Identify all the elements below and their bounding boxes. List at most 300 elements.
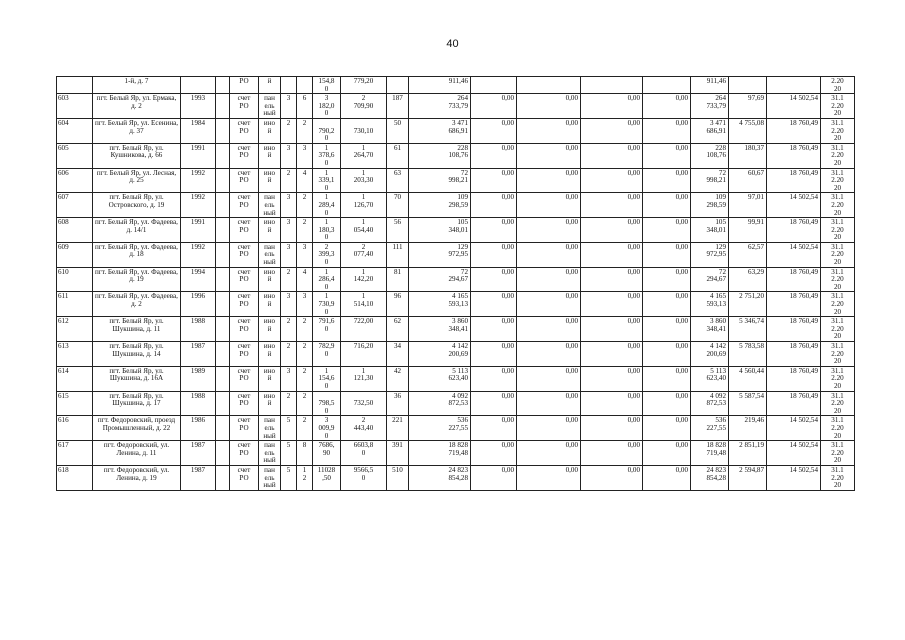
wall-material-cell: ино й bbox=[259, 342, 281, 367]
owners-funds-cell: 4 142 200,69 bbox=[691, 342, 729, 367]
living-area-cell: 722,00 bbox=[341, 317, 387, 342]
table-row bbox=[57, 218, 855, 243]
floors-cell: 2 bbox=[281, 118, 297, 143]
residents-cell: 62 bbox=[387, 317, 409, 342]
fund-local-cell: 0,00 bbox=[581, 267, 643, 292]
cost-cell: 18 828 719,48 bbox=[409, 441, 471, 466]
unit-cost-cell: 60,67 bbox=[729, 168, 767, 193]
total-area-cell: 154,8 0 bbox=[313, 77, 341, 94]
table-row bbox=[57, 317, 855, 342]
empty-cell bbox=[216, 441, 230, 466]
living-area-cell: 9566,5 0 bbox=[341, 465, 387, 490]
entrances-cell: 3 bbox=[297, 242, 313, 267]
fund-other-cell: 0,00 bbox=[643, 193, 691, 218]
fund-federal-cell bbox=[471, 77, 517, 94]
fund-method-cell: счет РО bbox=[230, 465, 259, 490]
total-area-cell: 1 286,4 0 bbox=[313, 267, 341, 292]
fund-other-cell: 0,00 bbox=[643, 242, 691, 267]
fund-method-cell: счет РО bbox=[230, 292, 259, 317]
floors-cell: 2 bbox=[281, 317, 297, 342]
row-number-cell: 608 bbox=[57, 218, 93, 243]
fund-federal-cell: 0,00 bbox=[471, 94, 517, 119]
unit-cost-cell: 4 560,44 bbox=[729, 366, 767, 391]
entrances-cell: 3 bbox=[297, 292, 313, 317]
empty-cell bbox=[216, 391, 230, 416]
empty-cell bbox=[216, 193, 230, 218]
fund-regional-cell: 0,00 bbox=[517, 94, 581, 119]
total-area-cell: 1 378,6 0 bbox=[313, 143, 341, 168]
unit-cost-cell: 2 594,87 bbox=[729, 465, 767, 490]
empty-cell bbox=[216, 465, 230, 490]
cost-cell: 129 972,95 bbox=[409, 242, 471, 267]
total-area-cell: 1 339,1 0 bbox=[313, 168, 341, 193]
fund-local-cell: 0,00 bbox=[581, 366, 643, 391]
table-row bbox=[57, 292, 855, 317]
living-area-cell: 2 077,40 bbox=[341, 242, 387, 267]
owners-funds-cell: 536 227,55 bbox=[691, 416, 729, 441]
living-area-cell: 1 054,40 bbox=[341, 218, 387, 243]
fund-other-cell: 0,00 bbox=[643, 94, 691, 119]
fund-other-cell bbox=[643, 77, 691, 94]
total-area-cell: 1 730,9 0 bbox=[313, 292, 341, 317]
floors-cell: 3 bbox=[281, 218, 297, 243]
fund-method-cell: счет РО bbox=[230, 143, 259, 168]
fund-local-cell: 0,00 bbox=[581, 143, 643, 168]
living-area-cell: 1 203,30 bbox=[341, 168, 387, 193]
max-cost-cell: 18 760,49 bbox=[767, 317, 821, 342]
max-cost-cell: 18 760,49 bbox=[767, 218, 821, 243]
fund-regional-cell: 0,00 bbox=[517, 242, 581, 267]
fund-local-cell: 0,00 bbox=[581, 391, 643, 416]
residents-cell: 34 bbox=[387, 342, 409, 367]
fund-regional-cell: 0,00 bbox=[517, 168, 581, 193]
row-number-cell: 606 bbox=[57, 168, 93, 193]
row-number-cell: 617 bbox=[57, 441, 93, 466]
entrances-cell: 8 bbox=[297, 441, 313, 466]
completion-date-cell: 31.1 2.20 20 bbox=[821, 94, 855, 119]
residents-cell bbox=[387, 77, 409, 94]
completion-date-cell: 31.1 2.20 20 bbox=[821, 118, 855, 143]
entrances-cell: 1 2 bbox=[297, 465, 313, 490]
year-built-cell: 1992 bbox=[181, 193, 216, 218]
row-number-cell: 607 bbox=[57, 193, 93, 218]
entrances-cell: 2 bbox=[297, 366, 313, 391]
fund-regional-cell bbox=[517, 77, 581, 94]
entrances-cell: 2 bbox=[297, 193, 313, 218]
unit-cost-cell: 63,29 bbox=[729, 267, 767, 292]
empty-cell bbox=[216, 242, 230, 267]
total-area-cell: 798,5 0 bbox=[313, 391, 341, 416]
year-built-cell: 1989 bbox=[181, 366, 216, 391]
address-cell: пгт. Белый Яр, ул. Фадеева, д. 18 bbox=[93, 242, 181, 267]
table-row bbox=[57, 77, 855, 94]
floors-cell bbox=[281, 77, 297, 94]
entrances-cell: 3 bbox=[297, 143, 313, 168]
total-area-cell: 790,2 0 bbox=[313, 118, 341, 143]
residents-cell: 221 bbox=[387, 416, 409, 441]
address-cell: пгт. Белый Яр, ул. Фадеева, д. 19 bbox=[93, 267, 181, 292]
address-cell: пгт. Белый Яр, ул. Шукшина, д. 17 bbox=[93, 391, 181, 416]
fund-regional-cell: 0,00 bbox=[517, 416, 581, 441]
table-row bbox=[57, 441, 855, 466]
fund-other-cell: 0,00 bbox=[643, 416, 691, 441]
fund-regional-cell: 0,00 bbox=[517, 267, 581, 292]
owners-funds-cell: 72 998,21 bbox=[691, 168, 729, 193]
unit-cost-cell: 99,91 bbox=[729, 218, 767, 243]
fund-method-cell: счет РО bbox=[230, 168, 259, 193]
unit-cost-cell: 4 755,08 bbox=[729, 118, 767, 143]
row-number-cell: 612 bbox=[57, 317, 93, 342]
unit-cost-cell bbox=[729, 77, 767, 94]
fund-federal-cell: 0,00 bbox=[471, 391, 517, 416]
year-built-cell: 1992 bbox=[181, 242, 216, 267]
year-built-cell: 1987 bbox=[181, 342, 216, 367]
fund-federal-cell: 0,00 bbox=[471, 342, 517, 367]
fund-federal-cell: 0,00 bbox=[471, 218, 517, 243]
fund-local-cell: 0,00 bbox=[581, 317, 643, 342]
unit-cost-cell: 219,46 bbox=[729, 416, 767, 441]
entrances-cell: 4 bbox=[297, 267, 313, 292]
entrances-cell: 2 bbox=[297, 118, 313, 143]
wall-material-cell: ино й bbox=[259, 218, 281, 243]
cost-cell: 3 471 686,91 bbox=[409, 118, 471, 143]
max-cost-cell: 18 760,49 bbox=[767, 292, 821, 317]
total-area-cell: 791,6 0 bbox=[313, 317, 341, 342]
max-cost-cell: 18 760,49 bbox=[767, 168, 821, 193]
completion-date-cell: 31.1 2.20 20 bbox=[821, 143, 855, 168]
entrances-cell: 2 bbox=[297, 342, 313, 367]
unit-cost-cell: 5 783,58 bbox=[729, 342, 767, 367]
living-area-cell: 1 264,70 bbox=[341, 143, 387, 168]
fund-local-cell: 0,00 bbox=[581, 465, 643, 490]
owners-funds-cell: 3 860 348,41 bbox=[691, 317, 729, 342]
fund-method-cell: счет РО bbox=[230, 193, 259, 218]
floors-cell: 2 bbox=[281, 342, 297, 367]
housing-register-table bbox=[56, 76, 855, 491]
max-cost-cell: 18 760,49 bbox=[767, 143, 821, 168]
max-cost-cell: 14 502,54 bbox=[767, 465, 821, 490]
year-built-cell: 1992 bbox=[181, 168, 216, 193]
total-area-cell: 1 180,3 0 bbox=[313, 218, 341, 243]
total-area-cell: 2 399,3 0 bbox=[313, 242, 341, 267]
total-area-cell: 3 182,0 0 bbox=[313, 94, 341, 119]
owners-funds-cell: 129 972,95 bbox=[691, 242, 729, 267]
year-built-cell: 1988 bbox=[181, 317, 216, 342]
row-number-cell: 610 bbox=[57, 267, 93, 292]
living-area-cell: 1 126,70 bbox=[341, 193, 387, 218]
living-area-cell: 6603,8 0 bbox=[341, 441, 387, 466]
fund-regional-cell: 0,00 bbox=[517, 118, 581, 143]
table-row bbox=[57, 143, 855, 168]
year-built-cell: 1986 bbox=[181, 416, 216, 441]
cost-cell: 109 298,59 bbox=[409, 193, 471, 218]
entrances-cell: 2 bbox=[297, 391, 313, 416]
living-area-cell: 2 709,90 bbox=[341, 94, 387, 119]
owners-funds-cell: 4 092 872,53 bbox=[691, 391, 729, 416]
fund-regional-cell: 0,00 bbox=[517, 342, 581, 367]
table-row bbox=[57, 366, 855, 391]
floors-cell: 3 bbox=[281, 94, 297, 119]
max-cost-cell: 14 502,54 bbox=[767, 94, 821, 119]
cost-cell: 911,46 bbox=[409, 77, 471, 94]
fund-local-cell: 0,00 bbox=[581, 168, 643, 193]
fund-regional-cell: 0,00 bbox=[517, 317, 581, 342]
table-row bbox=[57, 118, 855, 143]
empty-cell bbox=[216, 94, 230, 119]
row-number-cell: 603 bbox=[57, 94, 93, 119]
fund-regional-cell: 0,00 bbox=[517, 143, 581, 168]
fund-federal-cell: 0,00 bbox=[471, 118, 517, 143]
completion-date-cell: 31.1 2.20 20 bbox=[821, 366, 855, 391]
floors-cell: 5 bbox=[281, 465, 297, 490]
floors-cell: 3 bbox=[281, 143, 297, 168]
empty-cell bbox=[216, 416, 230, 441]
cost-cell: 3 860 348,41 bbox=[409, 317, 471, 342]
completion-date-cell: 31.1 2.20 20 bbox=[821, 441, 855, 466]
residents-cell: 42 bbox=[387, 366, 409, 391]
fund-method-cell: счет РО bbox=[230, 218, 259, 243]
completion-date-cell: 31.1 2.20 20 bbox=[821, 465, 855, 490]
year-built-cell: 1993 bbox=[181, 94, 216, 119]
total-area-cell: 7686, 90 bbox=[313, 441, 341, 466]
fund-local-cell: 0,00 bbox=[581, 416, 643, 441]
floors-cell: 5 bbox=[281, 416, 297, 441]
fund-other-cell: 0,00 bbox=[643, 391, 691, 416]
fund-other-cell: 0,00 bbox=[643, 465, 691, 490]
completion-date-cell: 2.20 20 bbox=[821, 77, 855, 94]
fund-other-cell: 0,00 bbox=[643, 267, 691, 292]
floors-cell: 3 bbox=[281, 242, 297, 267]
fund-local-cell: 0,00 bbox=[581, 292, 643, 317]
owners-funds-cell: 4 165 593,13 bbox=[691, 292, 729, 317]
fund-federal-cell: 0,00 bbox=[471, 168, 517, 193]
address-cell: пгт. Белый Яр, ул. Фадеева, д. 2 bbox=[93, 292, 181, 317]
completion-date-cell: 31.1 2.20 20 bbox=[821, 416, 855, 441]
fund-local-cell bbox=[581, 77, 643, 94]
owners-funds-cell: 228 108,76 bbox=[691, 143, 729, 168]
empty-cell bbox=[216, 317, 230, 342]
completion-date-cell: 31.1 2.20 20 bbox=[821, 267, 855, 292]
living-area-cell: 1 514,10 bbox=[341, 292, 387, 317]
address-cell: пгт. Белый Яр, ул. Островского, д. 19 bbox=[93, 193, 181, 218]
fund-other-cell: 0,00 bbox=[643, 143, 691, 168]
fund-federal-cell: 0,00 bbox=[471, 441, 517, 466]
completion-date-cell: 31.1 2.20 20 bbox=[821, 242, 855, 267]
living-area-cell: 1 121,30 bbox=[341, 366, 387, 391]
empty-cell bbox=[216, 366, 230, 391]
row-number-cell: 609 bbox=[57, 242, 93, 267]
row-number-cell bbox=[57, 77, 93, 94]
wall-material-cell: й bbox=[259, 77, 281, 94]
fund-method-cell: счет РО bbox=[230, 391, 259, 416]
fund-local-cell: 0,00 bbox=[581, 441, 643, 466]
entrances-cell bbox=[297, 77, 313, 94]
entrances-cell: 6 bbox=[297, 94, 313, 119]
max-cost-cell bbox=[767, 77, 821, 94]
fund-federal-cell: 0,00 bbox=[471, 366, 517, 391]
floors-cell: 2 bbox=[281, 391, 297, 416]
owners-funds-cell: 109 298,59 bbox=[691, 193, 729, 218]
residents-cell: 36 bbox=[387, 391, 409, 416]
address-cell: пгт. Белый Яр, ул. Фадеева, д. 14/1 bbox=[93, 218, 181, 243]
fund-method-cell: счет РО bbox=[230, 342, 259, 367]
table-row bbox=[57, 193, 855, 218]
fund-federal-cell: 0,00 bbox=[471, 416, 517, 441]
address-cell: пгт. Белый Яр, ул. Ермака, д. 2 bbox=[93, 94, 181, 119]
max-cost-cell: 18 760,49 bbox=[767, 366, 821, 391]
unit-cost-cell: 5 346,74 bbox=[729, 317, 767, 342]
max-cost-cell: 18 760,49 bbox=[767, 267, 821, 292]
fund-method-cell: счет РО bbox=[230, 441, 259, 466]
fund-regional-cell: 0,00 bbox=[517, 465, 581, 490]
wall-material-cell: ино й bbox=[259, 292, 281, 317]
max-cost-cell: 14 502,54 bbox=[767, 441, 821, 466]
floors-cell: 3 bbox=[281, 366, 297, 391]
row-number-cell: 615 bbox=[57, 391, 93, 416]
year-built-cell: 1991 bbox=[181, 143, 216, 168]
cost-cell: 264 733,79 bbox=[409, 94, 471, 119]
year-built-cell bbox=[181, 77, 216, 94]
residents-cell: 81 bbox=[387, 267, 409, 292]
unit-cost-cell: 2 851,19 bbox=[729, 441, 767, 466]
wall-material-cell: ино й bbox=[259, 143, 281, 168]
table-row bbox=[57, 391, 855, 416]
fund-regional-cell: 0,00 bbox=[517, 366, 581, 391]
total-area-cell: 1 289,4 0 bbox=[313, 193, 341, 218]
owners-funds-cell: 105 348,01 bbox=[691, 218, 729, 243]
table-row bbox=[57, 242, 855, 267]
max-cost-cell: 14 502,54 bbox=[767, 242, 821, 267]
table-row bbox=[57, 342, 855, 367]
address-cell: 1-й, д. 7 bbox=[93, 77, 181, 94]
owners-funds-cell: 18 828 719,48 bbox=[691, 441, 729, 466]
owners-funds-cell: 3 471 686,91 bbox=[691, 118, 729, 143]
empty-cell bbox=[216, 292, 230, 317]
completion-date-cell: 31.1 2.20 20 bbox=[821, 218, 855, 243]
empty-cell bbox=[216, 143, 230, 168]
address-cell: пгт. Белый Яр, ул. Лесная, д. 25 bbox=[93, 168, 181, 193]
fund-regional-cell: 0,00 bbox=[517, 292, 581, 317]
cost-cell: 105 348,01 bbox=[409, 218, 471, 243]
completion-date-cell: 31.1 2.20 20 bbox=[821, 193, 855, 218]
completion-date-cell: 31.1 2.20 20 bbox=[821, 391, 855, 416]
wall-material-cell: ино й bbox=[259, 317, 281, 342]
row-number-cell: 604 bbox=[57, 118, 93, 143]
address-cell: пгт. Федоровский, проезд Промышленный, д. 22 bbox=[93, 416, 181, 441]
fund-regional-cell: 0,00 bbox=[517, 391, 581, 416]
residents-cell: 510 bbox=[387, 465, 409, 490]
cost-cell: 72 294,67 bbox=[409, 267, 471, 292]
table-body bbox=[57, 77, 855, 491]
fund-local-cell: 0,00 bbox=[581, 94, 643, 119]
fund-regional-cell: 0,00 bbox=[517, 218, 581, 243]
max-cost-cell: 14 502,54 bbox=[767, 193, 821, 218]
year-built-cell: 1991 bbox=[181, 218, 216, 243]
wall-material-cell: пан ель ный bbox=[259, 465, 281, 490]
residents-cell: 63 bbox=[387, 168, 409, 193]
residents-cell: 70 bbox=[387, 193, 409, 218]
completion-date-cell: 31.1 2.20 20 bbox=[821, 168, 855, 193]
owners-funds-cell: 264 733,79 bbox=[691, 94, 729, 119]
empty-cell bbox=[216, 118, 230, 143]
residents-cell: 391 bbox=[387, 441, 409, 466]
fund-method-cell: счет РО bbox=[230, 267, 259, 292]
max-cost-cell: 14 502,54 bbox=[767, 416, 821, 441]
year-built-cell: 1988 bbox=[181, 391, 216, 416]
owners-funds-cell: 72 294,67 bbox=[691, 267, 729, 292]
fund-local-cell: 0,00 bbox=[581, 342, 643, 367]
empty-cell bbox=[216, 77, 230, 94]
cost-cell: 72 998,21 bbox=[409, 168, 471, 193]
living-area-cell: 730,10 bbox=[341, 118, 387, 143]
entrances-cell: 2 bbox=[297, 317, 313, 342]
table-row bbox=[57, 94, 855, 119]
cost-cell: 4 165 593,13 bbox=[409, 292, 471, 317]
fund-local-cell: 0,00 bbox=[581, 218, 643, 243]
owners-funds-cell: 24 823 854,28 bbox=[691, 465, 729, 490]
cost-cell: 536 227,55 bbox=[409, 416, 471, 441]
max-cost-cell: 18 760,49 bbox=[767, 342, 821, 367]
table-row bbox=[57, 465, 855, 490]
floors-cell: 3 bbox=[281, 193, 297, 218]
owners-funds-cell: 5 113 623,40 bbox=[691, 366, 729, 391]
living-area-cell: 732,50 bbox=[341, 391, 387, 416]
unit-cost-cell: 62,57 bbox=[729, 242, 767, 267]
wall-material-cell: ино й bbox=[259, 366, 281, 391]
fund-method-cell: счет РО bbox=[230, 317, 259, 342]
total-area-cell: 11028 ,50 bbox=[313, 465, 341, 490]
wall-material-cell: пан ель ный bbox=[259, 416, 281, 441]
max-cost-cell: 18 760,49 bbox=[767, 118, 821, 143]
fund-other-cell: 0,00 bbox=[643, 366, 691, 391]
address-cell: пгт. Белый Яр, ул. Шукшина, д. 16А bbox=[93, 366, 181, 391]
empty-cell bbox=[216, 168, 230, 193]
fund-federal-cell: 0,00 bbox=[471, 193, 517, 218]
fund-regional-cell: 0,00 bbox=[517, 441, 581, 466]
fund-method-cell: счет РО bbox=[230, 94, 259, 119]
row-number-cell: 605 bbox=[57, 143, 93, 168]
entrances-cell: 2 bbox=[297, 416, 313, 441]
floors-cell: 2 bbox=[281, 168, 297, 193]
fund-federal-cell: 0,00 bbox=[471, 292, 517, 317]
unit-cost-cell: 5 587,54 bbox=[729, 391, 767, 416]
floors-cell: 2 bbox=[281, 267, 297, 292]
fund-other-cell: 0,00 bbox=[643, 342, 691, 367]
fund-method-cell: счет РО bbox=[230, 118, 259, 143]
wall-material-cell: ино й bbox=[259, 168, 281, 193]
floors-cell: 5 bbox=[281, 441, 297, 466]
fund-method-cell: счет РО bbox=[230, 242, 259, 267]
address-cell: пгт. Федоровский, ул. Ленина, д. 11 bbox=[93, 441, 181, 466]
address-cell: пгт. Белый Яр, ул. Есенина, д. 37 bbox=[93, 118, 181, 143]
entrances-cell: 4 bbox=[297, 168, 313, 193]
fund-other-cell: 0,00 bbox=[643, 292, 691, 317]
fund-method-cell: РО bbox=[230, 77, 259, 94]
fund-federal-cell: 0,00 bbox=[471, 317, 517, 342]
fund-method-cell: счет РО bbox=[230, 416, 259, 441]
empty-cell bbox=[216, 342, 230, 367]
unit-cost-cell: 180,37 bbox=[729, 143, 767, 168]
total-area-cell: 782,9 0 bbox=[313, 342, 341, 367]
wall-material-cell: ино й bbox=[259, 267, 281, 292]
entrances-cell: 2 bbox=[297, 218, 313, 243]
wall-material-cell: пан ель ный bbox=[259, 193, 281, 218]
empty-cell bbox=[216, 267, 230, 292]
row-number-cell: 614 bbox=[57, 366, 93, 391]
unit-cost-cell: 97,69 bbox=[729, 94, 767, 119]
wall-material-cell: пан ель ный bbox=[259, 441, 281, 466]
fund-local-cell: 0,00 bbox=[581, 242, 643, 267]
